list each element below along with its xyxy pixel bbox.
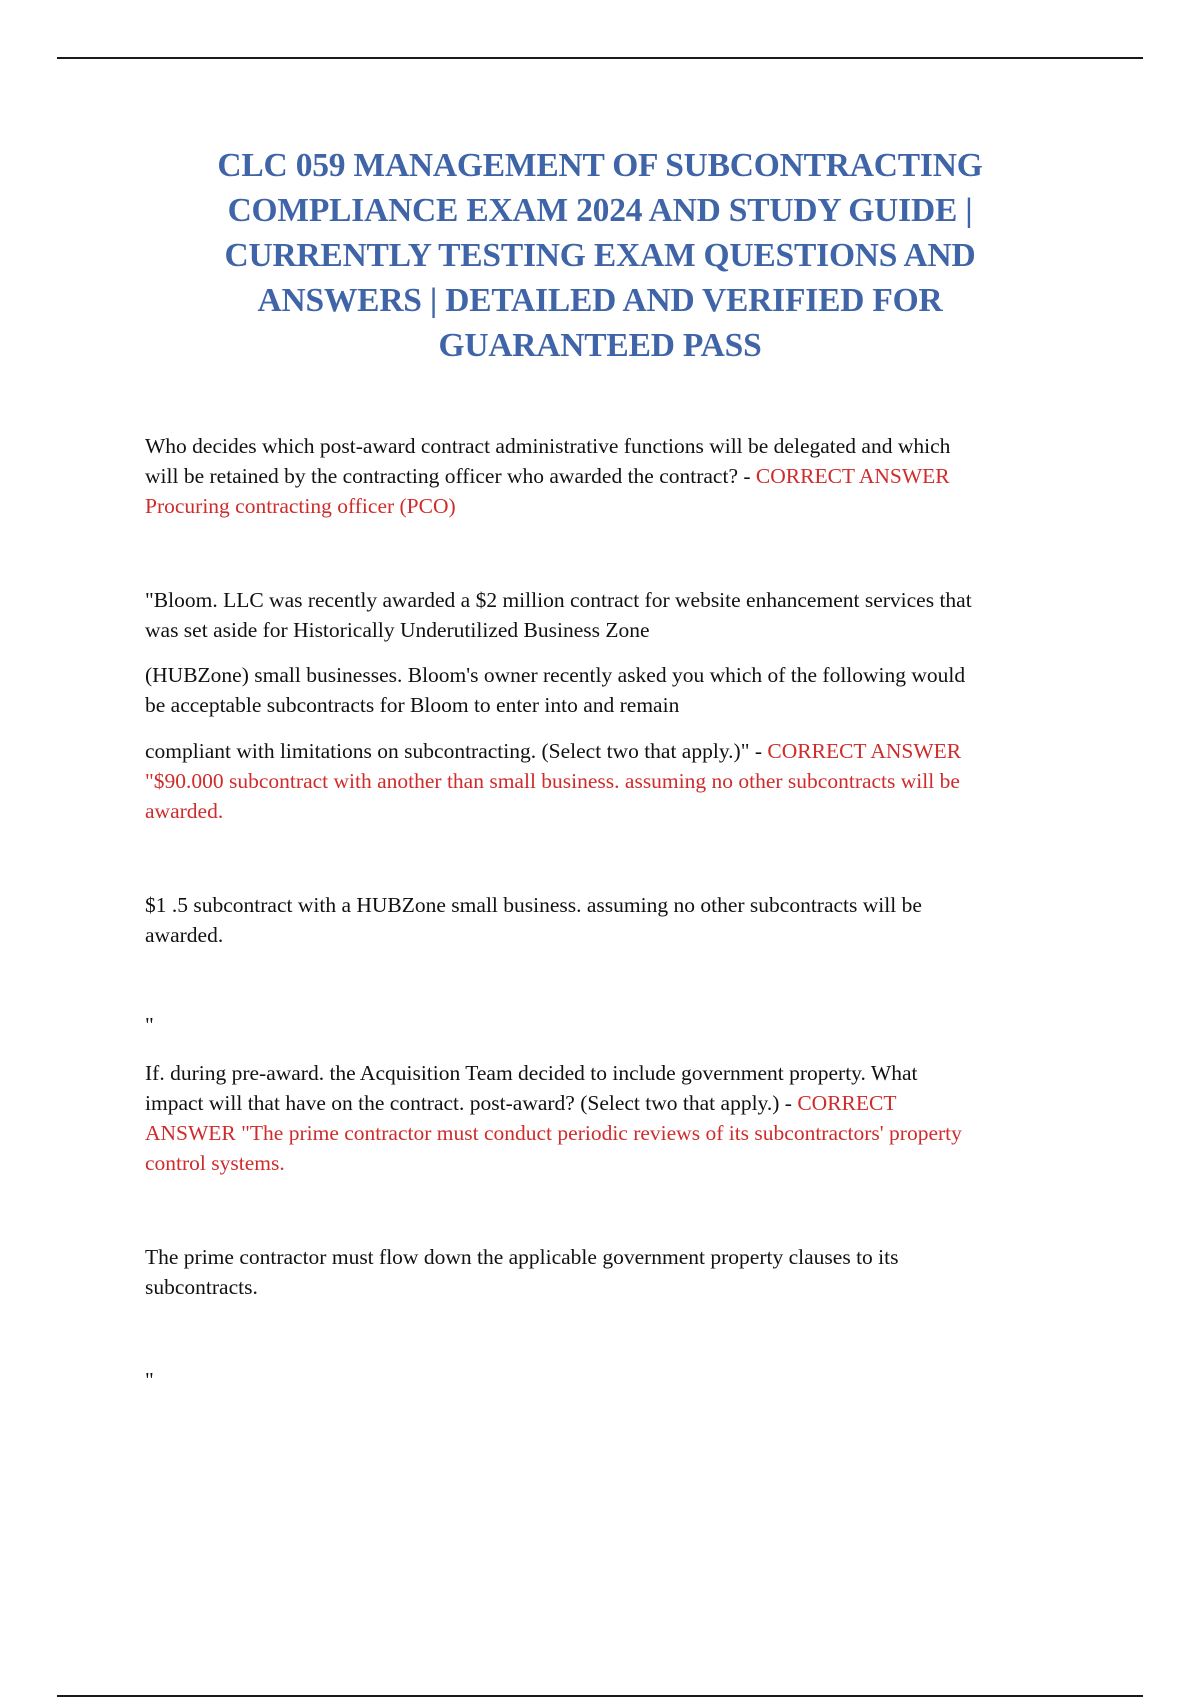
answer-label: CORRECT — [797, 1091, 897, 1115]
question-3 — [145, 1058, 1085, 1178]
answer-label: CORRECT ANSWER — [755, 464, 950, 488]
question-text: If. during pre-award. the Acquisition Team decided to include government property. What — [145, 1061, 918, 1085]
closing-quote-text: " — [145, 1368, 154, 1392]
closing-quote — [145, 1365, 1085, 1395]
question-text: Who decides which post-award contract administrative functions will be delegated and which — [145, 434, 951, 458]
title-line: CURRENTLY TESTING EXAM QUESTIONS AND — [224, 237, 976, 274]
title-line: CLC 059 MANAGEMENT OF SUBCONTRACTING — [217, 147, 983, 184]
answer-label: CORRECT ANSWER — [767, 739, 962, 763]
question-text: be acceptable subcontracts for Bloom to enter into and remain — [145, 693, 680, 717]
answer-option — [145, 890, 1085, 950]
answer-option-text: $1 .5 subcontract with a HUBZone small business. assuming no other subcontracts will be — [145, 893, 922, 917]
answer-text: "$90.000 subcontract with another than small business. assuming no other subcontracts will be — [145, 769, 960, 793]
question-2 — [145, 585, 1085, 645]
answer-text: ANSWER "The prime contractor must conduct periodic reviews of its subcontractors' property — [145, 1121, 962, 1145]
title-line: ANSWERS | DETAILED AND VERIFIED FOR — [257, 282, 943, 319]
question-2-continued — [145, 660, 1085, 720]
title-line: COMPLIANCE EXAM 2024 AND STUDY GUIDE | — [227, 192, 973, 229]
question-text: will be retained by the contracting officer who awarded the contract? - — [145, 464, 756, 488]
answer-text: Procuring contracting officer (PCO) — [145, 494, 456, 518]
question-text: (HUBZone) small businesses. Bloom's owner recently asked you which of the following would — [145, 663, 966, 687]
closing-quote-text: " — [145, 1013, 154, 1037]
answer-option-text: The prime contractor must flow down the applicable government property clauses to its — [145, 1245, 899, 1269]
question-text: impact will that have on the contract. post-award? (Select two that apply.) - — [145, 1091, 798, 1115]
top-rule — [57, 57, 1143, 59]
question-text: was set aside for Historically Underutilized Business Zone — [145, 618, 650, 642]
answer-option — [145, 1242, 1085, 1302]
bottom-rule — [57, 1695, 1143, 1697]
answer-text: awarded. — [145, 799, 224, 823]
question-2-answer — [145, 736, 1085, 826]
answer-text: control systems. — [145, 1151, 285, 1175]
question-text: compliant with limitations on subcontracting. (Select two that apply.)" - — [145, 739, 768, 763]
document-title — [150, 143, 1050, 368]
answer-option-text: awarded. — [145, 923, 224, 947]
question-text: "Bloom. LLC was recently awarded a $2 million contract for website enhancement services that — [145, 588, 972, 612]
question-1 — [145, 431, 1085, 521]
title-line: GUARANTEED PASS — [438, 327, 762, 364]
answer-option-text: subcontracts. — [145, 1275, 258, 1299]
closing-quote — [145, 1010, 1085, 1040]
